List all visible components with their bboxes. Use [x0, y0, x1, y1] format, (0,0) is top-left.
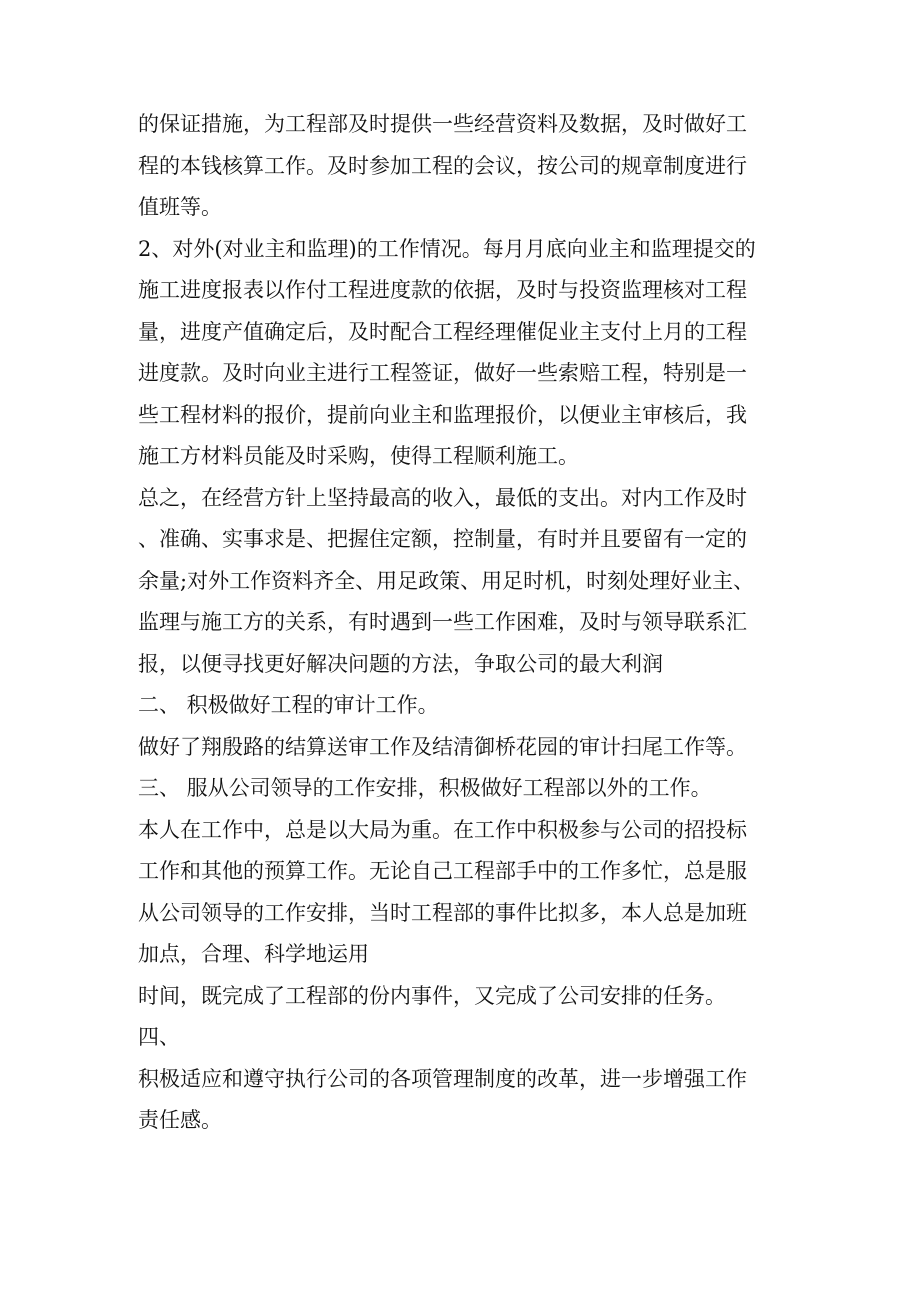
section-heading: 四、	[138, 1025, 180, 1049]
text-line: 的保证措施，为工程部及时提供一些经营资料及数据，及时做好工	[138, 112, 747, 136]
text-line: 程的本钱核算工作。及时参加工程的会议，按公司的规章制度进行	[138, 153, 747, 178]
text-line: 、准确、实事求是、把握住定额，控制量，有时并且要留有一定的	[138, 527, 747, 551]
section-heading: 三、 服从公司领导的工作安排，积极做好工程部以外的工作。	[138, 776, 712, 800]
text-line: 量，进度产值确定后，及时配合工程经理催促业主支付上月的工程	[138, 319, 747, 344]
text-line: 做好了翔殷路的结算送审工作及结清御桥花园的审计扫尾工作等。	[138, 734, 747, 759]
text-line: 2、对外(对业主和监理)的工作情况。每月月底向业主和监理提交的	[138, 236, 756, 261]
text-line: 积极适应和遵守执行公司的各项管理制度的改革，进一步增强工作	[138, 1066, 747, 1091]
text-line: 本人在工作中，总是以大局为重。在工作中积极参与公司的招投标	[138, 817, 747, 842]
text-line: 从公司领导的工作安排，当时工程部的事件比拟多，本人总是加班	[138, 900, 747, 925]
section-heading: 二、 积极做好工程的审计工作。	[138, 693, 439, 717]
text-line: 时间，既完成了工程部的份内事件，又完成了公司安排的任务。	[138, 983, 726, 1008]
text-line: 加点，合理、科学地运用	[138, 942, 369, 966]
text-line: 值班等。	[138, 195, 222, 219]
text-line: 施工进度报表以作付工程进度款的依据，及时与投资监理核对工程	[138, 278, 747, 302]
text-line: 监理与施工方的关系，有时遇到一些工作困难，及时与领导联系汇	[138, 610, 747, 634]
text-line: 总之，在经营方针上坚持最高的收入，最低的支出。对内工作及时	[138, 485, 747, 510]
text-line: 责任感。	[138, 1108, 222, 1132]
text-line: 进度款。及时向业主进行工程签证，做好一些索赔工程，特别是一	[138, 361, 747, 385]
text-line: 余量;对外工作资料齐全、用足政策、用足时机，时刻处理好业主、	[138, 568, 755, 593]
document-body	[138, 104, 788, 1142]
text-line: 工作和其他的预算工作。无论自己工程部手中的工作多忙，总是服	[138, 859, 747, 883]
text-line: 报，以便寻找更好解决问题的方法，争取公司的最大利润	[138, 651, 663, 676]
text-line: 施工方材料员能及时采购，使得工程顺利施工。	[138, 444, 579, 468]
text-line: 些工程材料的报价，提前向业主和监理报价，以便业主审核后，我	[138, 402, 747, 427]
